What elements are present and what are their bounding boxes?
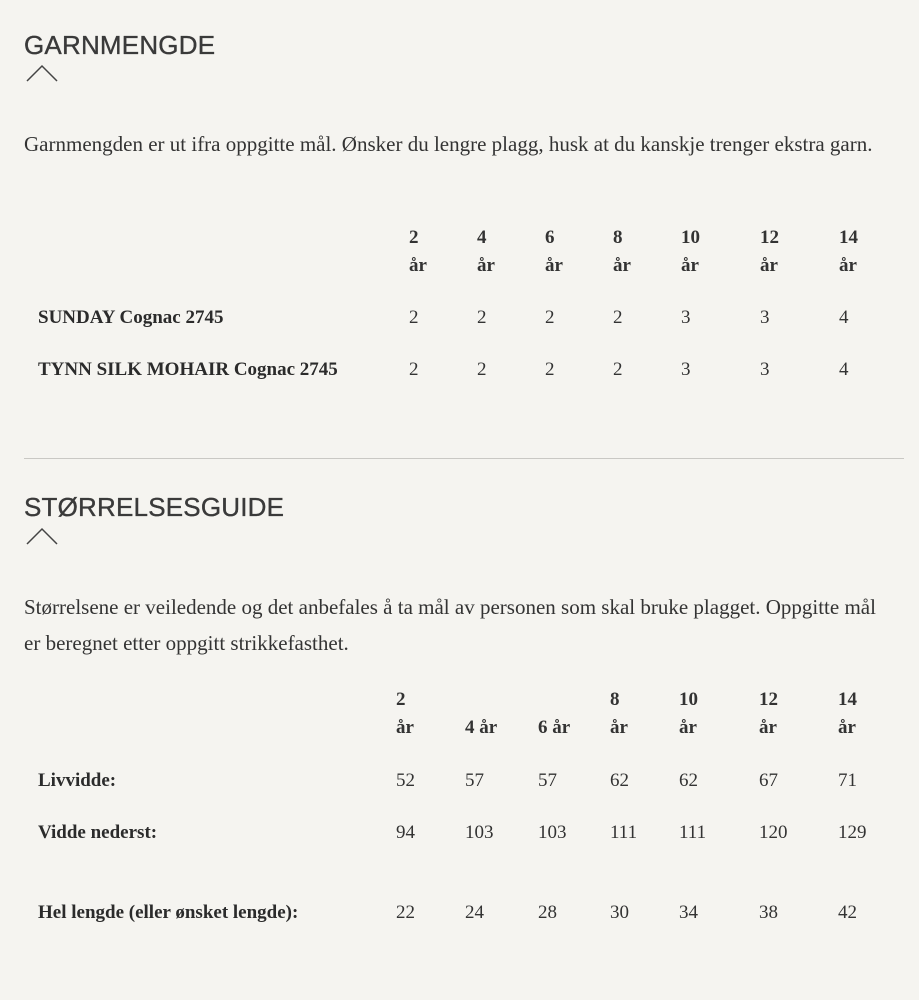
chevron-up-icon[interactable]	[26, 64, 58, 82]
size-header-6: 6 år	[538, 717, 571, 738]
size-cell: 34	[679, 902, 698, 923]
yarn-cell: 2	[409, 359, 419, 380]
size-cell: 28	[538, 902, 557, 923]
size-row-label: Livvidde:	[38, 770, 117, 791]
yarn-cell: 2	[477, 307, 487, 328]
yarn-cell: 3	[681, 359, 691, 380]
yarn-cell: 4	[839, 359, 849, 380]
yarn-cell: 3	[681, 307, 691, 328]
size-cell: 57	[538, 770, 557, 791]
size-row-label: Hel lengde (eller ønsket lengde):	[38, 902, 299, 923]
size-cell: 22	[396, 902, 415, 923]
yarn-cell: 4	[839, 307, 849, 328]
size-cell: 38	[759, 902, 778, 923]
chevron-up-icon[interactable]	[26, 527, 58, 545]
size-cell: 103	[538, 822, 567, 843]
size-intro-text: Størrelsene er veiledende og det anbefales å ta mål av personen som skal bruke plagget. Oppgitte mål er beregnet etter oppgitt strikkefasthet.	[24, 595, 876, 655]
size-row-label: Vidde nederst:	[38, 822, 158, 843]
yarn-cell: 2	[613, 307, 623, 328]
yarn-section-title[interactable]: GARNMENGDE	[24, 30, 216, 60]
size-cell: 120	[759, 822, 788, 843]
size-header-8: 8 år	[610, 689, 628, 738]
yarn-header-8: 8 år	[613, 227, 631, 276]
yarn-cell: 2	[477, 359, 487, 380]
size-cell: 111	[679, 822, 707, 843]
yarn-header-10: 10 år	[681, 227, 700, 276]
yarn-cell: 2	[545, 307, 555, 328]
size-cell: 42	[838, 902, 857, 923]
yarn-row-label: TYNN SILK MOHAIR Cognac 2745	[38, 359, 338, 380]
yarn-header-14: 14 år	[839, 227, 858, 276]
yarn-header-2: 2 år	[409, 227, 427, 276]
yarn-cell: 3	[760, 359, 770, 380]
size-cell: 71	[838, 770, 857, 791]
size-header-12: 12 år	[759, 689, 778, 738]
yarn-cell: 3	[760, 307, 770, 328]
size-cell: 57	[465, 770, 484, 791]
size-cell: 67	[759, 770, 778, 791]
yarn-cell: 2	[613, 359, 623, 380]
yarn-intro-text: Garnmengden er ut ifra oppgitte mål. Ønsker du lengre plagg, husk at du kanskje trenger ekstra garn.	[24, 132, 873, 156]
yarn-header-12: 12 år	[760, 227, 779, 276]
size-cell: 129	[838, 822, 867, 843]
size-header-10: 10 år	[679, 689, 698, 738]
yarn-cell: 2	[409, 307, 419, 328]
size-cell: 62	[610, 770, 629, 791]
yarn-header-6: 6 år	[545, 227, 563, 276]
size-section-title[interactable]: STØRRELSESGUIDE	[24, 492, 285, 522]
size-cell: 111	[610, 822, 638, 843]
section-divider	[24, 458, 904, 459]
size-cell: 94	[396, 822, 415, 843]
size-cell: 30	[610, 902, 629, 923]
size-header-14: 14 år	[838, 689, 857, 738]
size-cell: 103	[465, 822, 494, 843]
size-cell: 52	[396, 770, 415, 791]
size-cell: 62	[679, 770, 698, 791]
yarn-row-label: SUNDAY Cognac 2745	[38, 307, 224, 328]
size-header-4: 4 år	[465, 717, 498, 738]
yarn-header-4: 4 år	[477, 227, 495, 276]
size-cell: 24	[465, 902, 484, 923]
size-header-2: 2 år	[396, 689, 414, 738]
yarn-cell: 2	[545, 359, 555, 380]
